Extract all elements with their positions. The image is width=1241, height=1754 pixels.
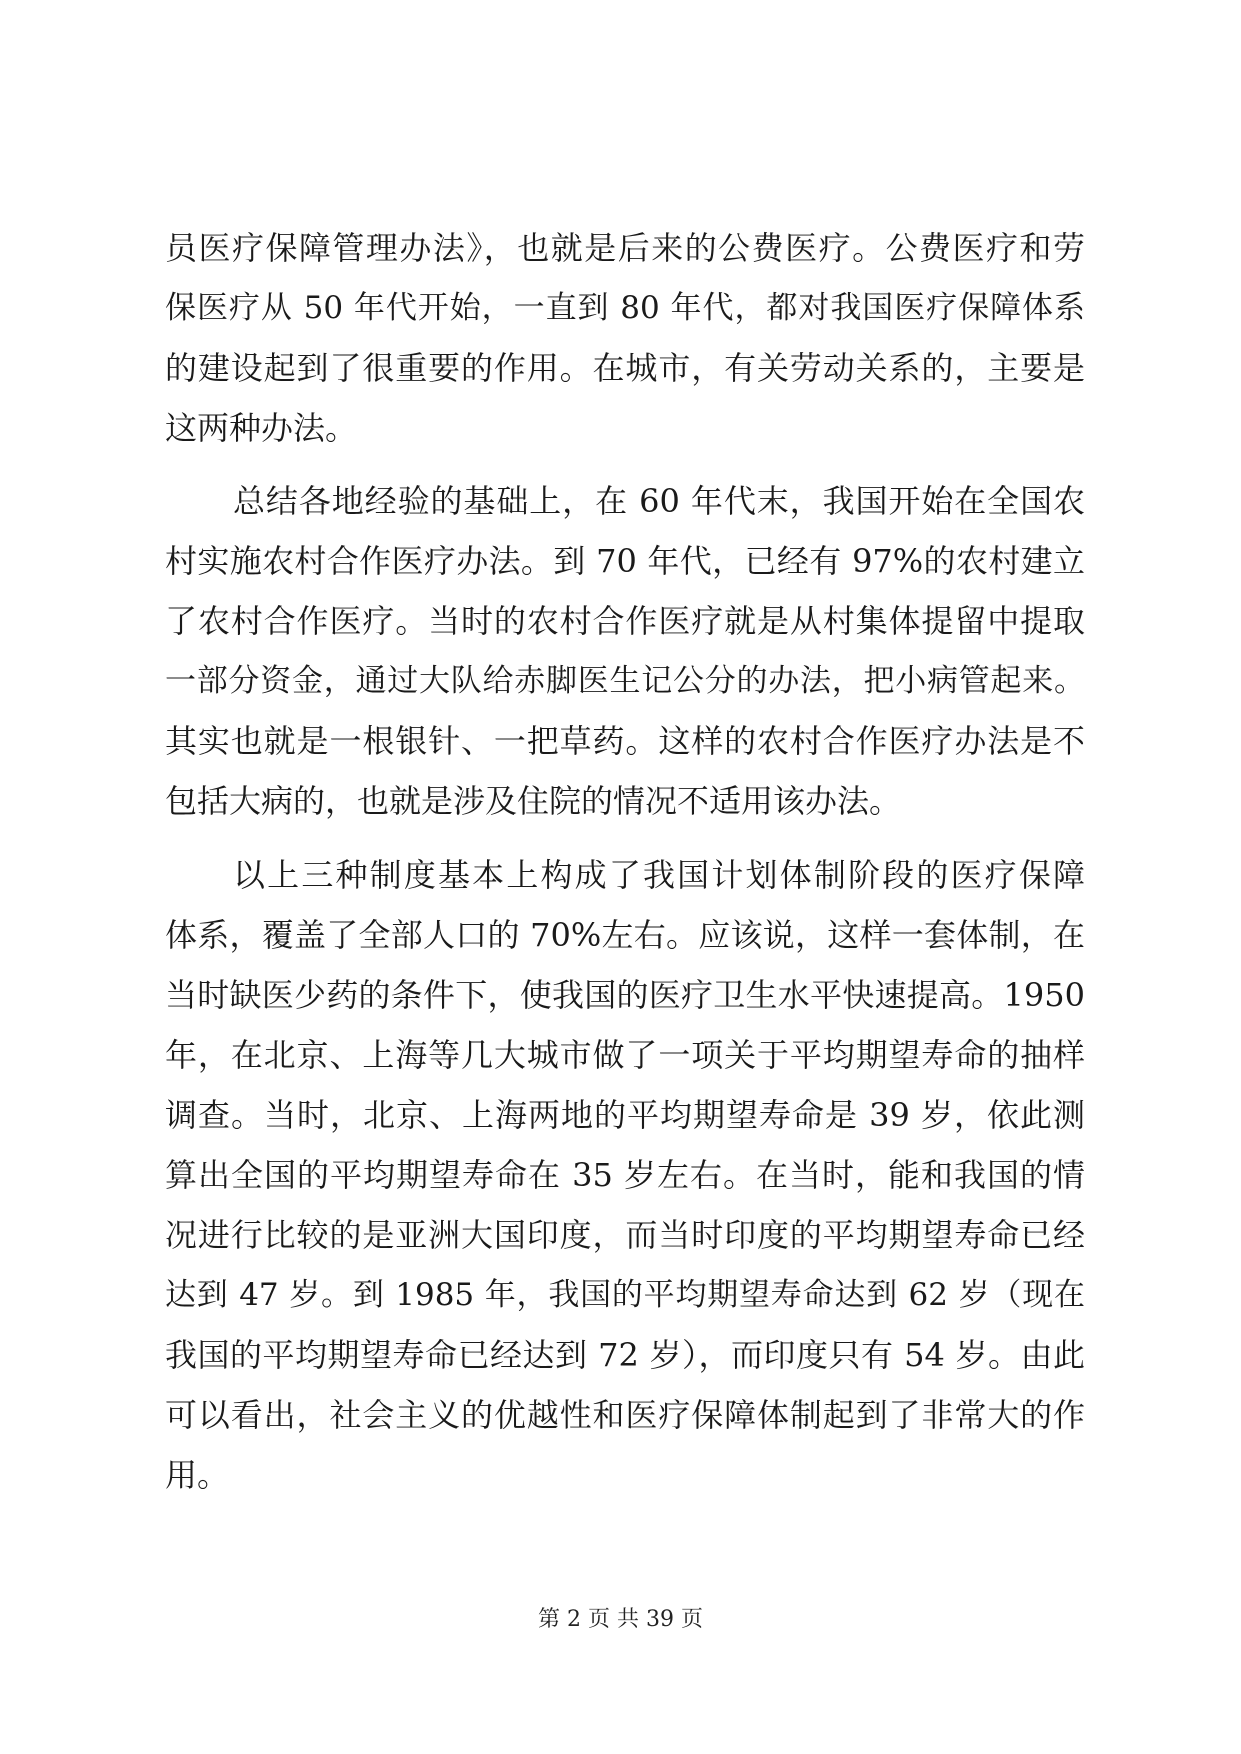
paragraph-1-line-2: 保医疗从 50 年代开始，一直到 80 年代，都对我国医疗保障体系 bbox=[165, 290, 1085, 326]
paragraph-2-line-3: 了农村合作医疗。当时的农村合作医疗就是从村集体提留中提取 bbox=[165, 602, 1085, 640]
paragraph-3-line-2: 体系，覆盖了全部人口的 70%左右。应该说，这样一套体制，在 bbox=[165, 916, 1085, 954]
paragraph-3-line-3: 当时缺医少药的条件下，使我国的医疗卫生水平快速提高。1950 bbox=[165, 976, 1085, 1014]
paragraph-2-line-6: 包括大病的，也就是涉及住院的情况不适用该办法。 bbox=[165, 782, 902, 820]
paragraph-1-line-4: 这两种办法。 bbox=[165, 409, 358, 447]
paragraph-1-line-3: 的建设起到了很重要的作用。在城市，有关劳动关系的，主要是 bbox=[165, 349, 1085, 387]
paragraph-3-line-11: 用。 bbox=[165, 1456, 230, 1494]
paragraph-2-line-2: 村实施农村合作医疗办法。到 70 年代，已经有 97%的农村建立 bbox=[165, 542, 1085, 580]
page-number-footer: 第 2 页 共 39 页 bbox=[538, 1607, 703, 1632]
paragraph-3-line-1: 以上三种制度基本上构成了我国计划体制阶段的医疗保障 bbox=[233, 856, 1085, 894]
paragraph-2-line-4: 一部分资金，通过大队给赤脚医生记公分的办法，把小病管起来。 bbox=[165, 663, 1085, 699]
paragraph-2-line-1: 总结各地经验的基础上，在 60 年代末，我国开始在全国农 bbox=[233, 482, 1085, 520]
paragraph-1-line-1: 员医疗保障管理办法》，也就是后来的公费医疗。公费医疗和劳 bbox=[165, 229, 1085, 267]
paragraph-3-line-5: 调查。当时，北京、上海两地的平均期望寿命是 39 岁，依此测 bbox=[165, 1096, 1085, 1134]
paragraph-3-line-6: 算出全国的平均期望寿命在 35 岁左右。在当时，能和我国的情 bbox=[165, 1156, 1085, 1194]
paragraph-3-line-8: 达到 47 岁。到 1985 年，我国的平均期望寿命达到 62 岁（现在 bbox=[165, 1277, 1085, 1313]
paragraph-3-line-7: 况进行比较的是亚洲大国印度，而当时印度的平均期望寿命已经 bbox=[165, 1216, 1085, 1254]
paragraph-3-line-4: 年，在北京、上海等几大城市做了一项关于平均期望寿命的抽样 bbox=[165, 1036, 1085, 1074]
paragraph-3-line-10: 可以看出，社会主义的优越性和医疗保障体制起到了非常大的作 bbox=[165, 1396, 1085, 1434]
paragraph-2-line-5: 其实也就是一根银针、一把草药。这样的农村合作医疗办法是不 bbox=[165, 722, 1085, 760]
paragraph-3-line-9: 我国的平均期望寿命已经达到 72 岁），而印度只有 54 岁。由此 bbox=[165, 1336, 1085, 1374]
